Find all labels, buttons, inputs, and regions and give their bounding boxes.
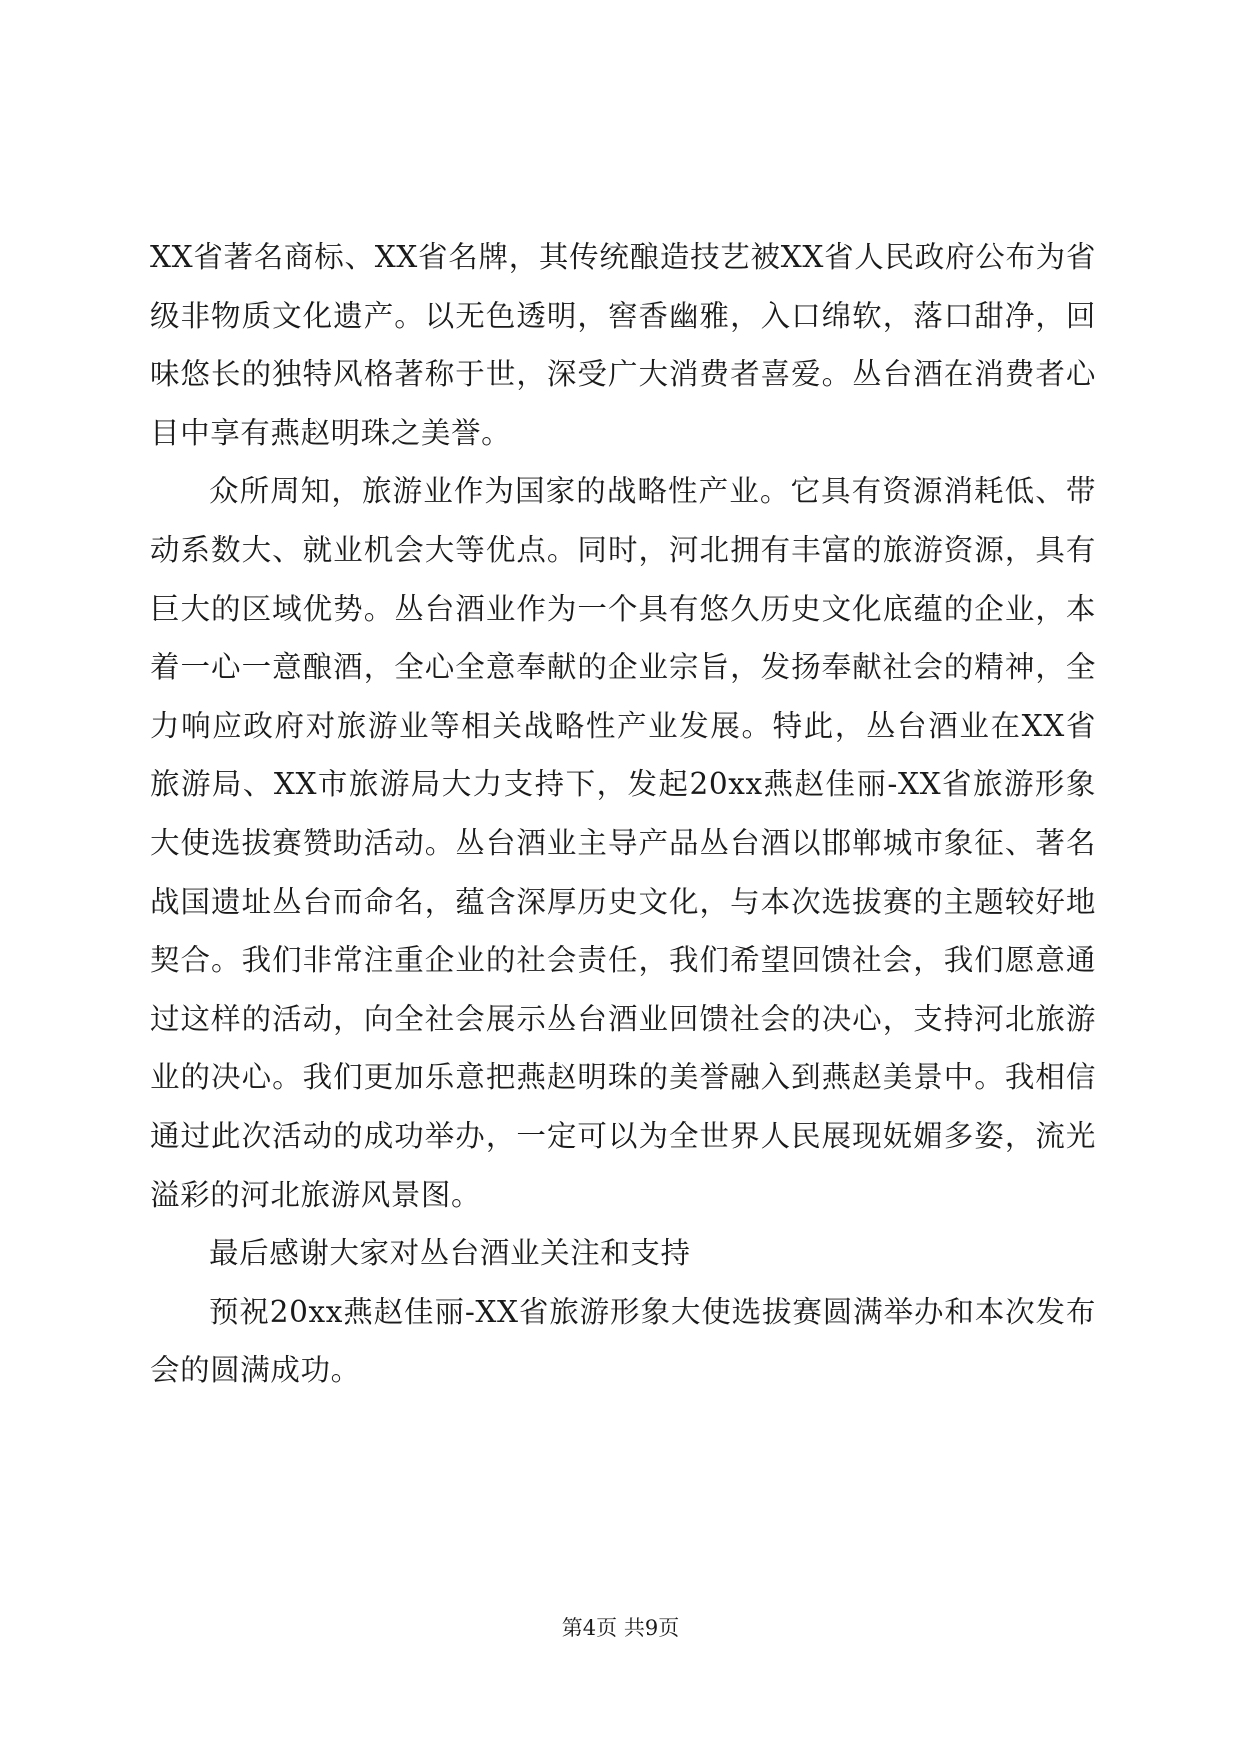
document-body — [150, 228, 1096, 1400]
page-footer: 第4页 共9页 — [561, 1616, 680, 1640]
body-paragraph-1: XX省著名商标、XX省名牌，其传统酿造技艺被XX省人民政府公布为省级非物质文化遗产。以无色透明，窖香幽雅，入口绵软，落口甜净，回味悠长的独特风格著称于世，深受广大消费者喜爱。丛台酒在消费者心目中享有燕赵明珠之美誉。 — [150, 240, 1096, 450]
body-paragraph-3: 最后感谢大家对丛台酒业关注和支持 — [209, 1236, 691, 1271]
body-paragraph-2: 众所周知，旅游业作为国家的战略性产业。它具有资源消耗低、带动系数大、就业机会大等优点。同时，河北拥有丰富的旅游资源，具有巨大的区域优势。丛台酒业作为一个具有悠久历史文化底蕴的企业，本着一心一意酿酒，全心全意奉献的企业宗旨，发扬奉献社会的精神，全力响应政府对旅游业等相关战略性产业发展。特此，丛台酒业在XX省旅游局、XX市旅游局大力支持下，发起20xx燕赵佳丽-XX省旅游形象大使选拔赛赞助活动。丛台酒业主导产品丛台酒以邯郸城市象征、著名战国遗址丛台而命名，蕴含深厚历史文化，与本次选拔赛的主题较好地契合。我们非常注重企业的社会责任，我们希望回馈社会，我们愿意通过这样的活动，向全社会展示丛台酒业回馈社会的决心，支持河北旅游业的决心。我们更加乐意把燕赵明珠的美誉融入到燕赵美景中。我相信通过此次活动的成功举办，一定可以为全世界人民展现妩媚多姿，流光溢彩的河北旅游风景图。 — [150, 474, 1096, 1212]
body-paragraph-4: 预祝20xx燕赵佳丽-XX省旅游形象大使选拔赛圆满举办和本次发布会的圆满成功。 — [150, 1294, 1096, 1388]
